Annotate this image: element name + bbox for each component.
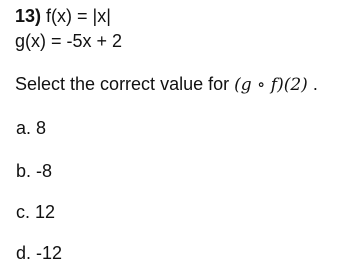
prompt-end: . [312, 74, 318, 94]
g-definition: g(x) = -5x + 2 [15, 31, 123, 51]
question-number: 13) [15, 6, 42, 26]
question-header [15, 5, 111, 27]
option-c[interactable]: c. 12 [16, 202, 56, 222]
option-a[interactable]: a. 8 [16, 118, 47, 138]
prompt-text: Select the correct value for [15, 74, 230, 94]
option-d[interactable]: d. -12 [16, 243, 63, 263]
question-prompt [15, 73, 318, 96]
composition-expression: (g ∘ f)(2) [234, 75, 308, 95]
f-definition: f(x) = |x| [46, 6, 111, 26]
option-b[interactable]: b. -8 [16, 161, 53, 181]
